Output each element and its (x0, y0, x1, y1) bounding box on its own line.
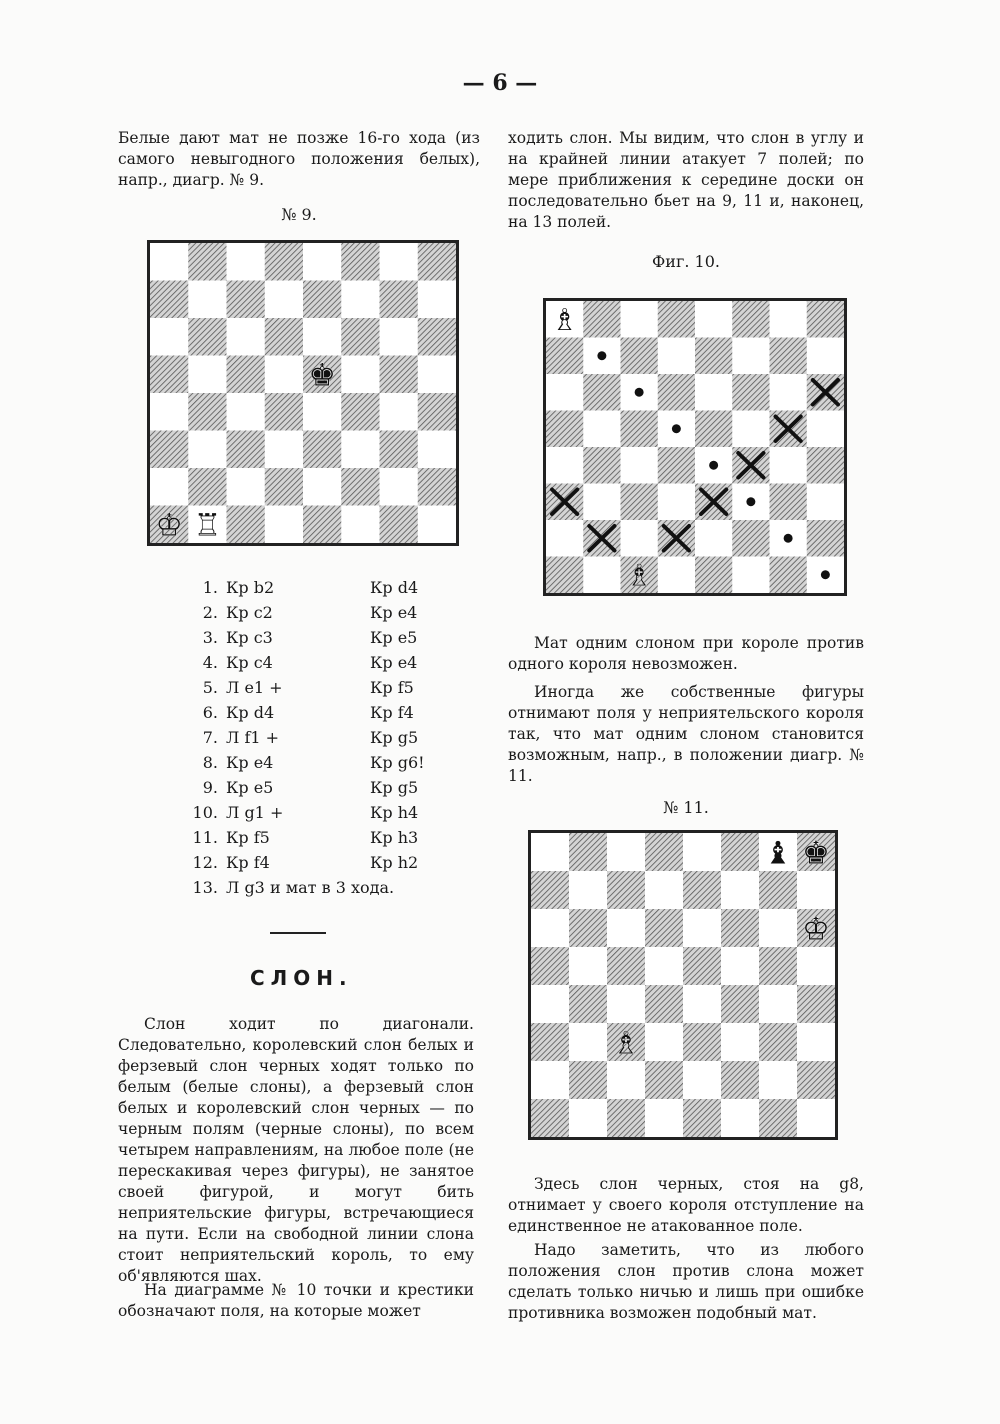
white-move: Л e1 + (226, 678, 283, 697)
dark-square (303, 431, 341, 469)
dark-square (807, 301, 844, 338)
figure-10-label: Фиг. 10. (652, 252, 720, 271)
dark-square (645, 1061, 683, 1099)
dark-square (759, 871, 797, 909)
dark-square (227, 431, 265, 469)
dark-square (807, 520, 844, 557)
dark-square (770, 338, 807, 375)
white-move: Кр f4 (226, 853, 270, 872)
move-number: 9. (202, 778, 218, 797)
white-move: Кр e4 (226, 753, 274, 772)
white-king-icon: ♔ (802, 911, 830, 948)
dark-square (658, 301, 695, 338)
white-king-icon: ♔ (155, 507, 183, 543)
dark-square (721, 1061, 759, 1099)
dark-square (732, 374, 769, 411)
move-number: 8. (202, 753, 218, 772)
dark-square (759, 1023, 797, 1061)
move-number: 4. (202, 653, 218, 672)
dark-square (265, 468, 303, 506)
dark-square (683, 871, 721, 909)
dark-square (380, 356, 418, 394)
diagram-11-label: № 11. (663, 798, 709, 817)
dark-square (418, 468, 456, 506)
black-move: Кр h4 (370, 803, 419, 822)
dark-square (531, 1023, 569, 1061)
move-number: 11. (192, 828, 218, 847)
dark-square (621, 484, 658, 521)
dark-square (607, 947, 645, 985)
white-move: Л f1 + (226, 728, 280, 747)
diagram-9-label: № 9. (281, 205, 317, 224)
dark-square (380, 506, 418, 544)
dark-square (607, 1099, 645, 1137)
dark-square (797, 1061, 835, 1099)
page-number: — 6 — (462, 70, 538, 96)
dark-square (380, 431, 418, 469)
dark-square (721, 909, 759, 947)
dark-square (658, 447, 695, 484)
dark-square (721, 985, 759, 1023)
dark-square (531, 947, 569, 985)
bishop-g8-paragraph: Здесь слон черных, стоя на g8, отнимает у своего короля отступление на единственное не атакованное поле. (508, 1175, 864, 1235)
dark-square (341, 318, 379, 356)
dark-square (341, 243, 379, 281)
mate-impossible-paragraph: Мат одним слоном при короле против одного короля невозможен. (508, 634, 864, 673)
black-move: Кр f5 (370, 678, 414, 697)
dark-square (303, 506, 341, 544)
dark-square (645, 833, 683, 871)
diagram-11-svg (531, 833, 835, 1137)
black-move: Кр e5 (370, 628, 418, 647)
dark-square (531, 871, 569, 909)
dark-square (188, 243, 226, 281)
dark-square (341, 393, 379, 431)
dark-square (695, 338, 732, 375)
black-king-icon: ♚ (308, 357, 336, 394)
black-move: Кр g5 (370, 728, 419, 747)
dark-square (188, 468, 226, 506)
dark-square (418, 318, 456, 356)
black-move: Кр h2 (370, 853, 419, 872)
move-number: 3. (202, 628, 218, 647)
white-bishop-icon: ♗ (625, 558, 653, 593)
white-move: Кр c2 (226, 603, 273, 622)
dark-square (380, 281, 418, 319)
white-rook-icon: ♖ (193, 507, 222, 543)
move-number: 13. (192, 878, 218, 897)
dark-square (546, 411, 583, 448)
dark-square (759, 1099, 797, 1137)
bishop-paragraph: Слон ходит по диагонали. Следовательно, королевский слон белых и ферзевый слон черных ходят только по белым (белые слоны), а ферзевый слон белых и королевский слон черных — по черным полям (черные слоны), по всем четырем направлениям, на любое поле (не перескакивая через фигуры), не занятое своей фигурой, и могут бить неприятельские фигуры, встречающиеся на пути. Если на свободной линии слона стоит неприятельский король, то ему об'являются шах. (118, 1015, 474, 1285)
move-number: 2. (202, 603, 218, 622)
dark-square (695, 557, 732, 594)
dark-square (621, 411, 658, 448)
draw-note-paragraph: Надо заметить, что из любого положения слон против слона может сделать только ничью и лишь при ошибке противника возможен подобный мат. (508, 1241, 864, 1322)
dark-square (418, 393, 456, 431)
black-king-icon: ♚ (802, 835, 830, 872)
dark-square (683, 1099, 721, 1137)
diagram-9-svg (150, 243, 456, 543)
dark-square (645, 909, 683, 947)
dark-square (683, 947, 721, 985)
attack-dot (784, 534, 793, 543)
dark-square (807, 447, 844, 484)
black-move: Кр g6! (370, 753, 425, 772)
white-move: Кр c3 (226, 628, 273, 647)
attack-dot (709, 461, 718, 470)
white-move: Л g3 и мат в 3 хода. (226, 878, 395, 897)
dark-square (569, 1061, 607, 1099)
dark-square (732, 301, 769, 338)
dark-square (150, 356, 188, 394)
dark-square (227, 506, 265, 544)
dark-square (759, 947, 797, 985)
dark-square (621, 338, 658, 375)
dark-square (150, 431, 188, 469)
dark-square (546, 557, 583, 594)
attack-dot (635, 388, 644, 397)
black-move: Кр f4 (370, 703, 414, 722)
own-pieces-paragraph: Иногда же собственные фигуры отнимают поля у неприятельского короля так, что мат одним слоном становится возможным, напр., в положении диагр. № 11. (508, 683, 864, 785)
move-number: 12. (192, 853, 218, 872)
dark-square (265, 318, 303, 356)
dark-square (546, 338, 583, 375)
black-move: Кр d4 (370, 578, 419, 597)
diagram-9-board (147, 240, 459, 546)
dark-square (797, 985, 835, 1023)
move-number: 5. (202, 678, 218, 697)
dark-square (569, 833, 607, 871)
figure-10-svg (546, 301, 844, 593)
white-bishop-icon: ♗ (551, 303, 579, 339)
dark-square (531, 1099, 569, 1137)
black-move: Кр e4 (370, 603, 418, 622)
intro-paragraph: Белые дают мат не позже 16-го хода (из самого невыгодного положения белых), напр., диагр. № 9. (118, 129, 480, 189)
dark-square (770, 484, 807, 521)
white-move: Кр c4 (226, 653, 273, 672)
black-move: Кр e4 (370, 653, 418, 672)
dark-square (683, 1023, 721, 1061)
section-heading: СЛОН. (250, 966, 353, 990)
dark-square (341, 468, 379, 506)
dark-square (265, 243, 303, 281)
dark-square (227, 281, 265, 319)
diagram-11-board (528, 830, 838, 1140)
white-bishop-icon: ♗ (612, 1025, 640, 1062)
dark-square (188, 318, 226, 356)
move-number: 1. (202, 578, 218, 597)
dark-square (583, 301, 620, 338)
section-divider (270, 932, 326, 934)
dark-square (583, 447, 620, 484)
move-number: 10. (192, 803, 218, 822)
dark-square (721, 833, 759, 871)
black-bishop-icon: ♝ (764, 835, 792, 872)
white-move: Кр d4 (226, 703, 275, 722)
dark-square (227, 356, 265, 394)
dark-square (695, 411, 732, 448)
dark-square (303, 281, 341, 319)
dark-square (583, 374, 620, 411)
figure-10-board (543, 298, 847, 596)
diagram-10-note: На диаграмме № 10 точки и крестики обозначают поля, на которые может (118, 1281, 474, 1320)
dark-square (770, 557, 807, 594)
dark-square (188, 393, 226, 431)
white-move: Кр b2 (226, 578, 275, 597)
dark-square (265, 393, 303, 431)
moves-list (190, 578, 490, 908)
white-move: Кр f5 (226, 828, 270, 847)
white-move: Кр e5 (226, 778, 274, 797)
move-number: 7. (202, 728, 218, 747)
white-move: Л g1 + (226, 803, 284, 822)
attack-dot (672, 424, 681, 433)
black-move: Кр h3 (370, 828, 419, 847)
dark-square (150, 281, 188, 319)
dark-square (607, 871, 645, 909)
attack-dot (597, 351, 606, 360)
move-number: 6. (202, 703, 218, 722)
dark-square (658, 374, 695, 411)
bishop-continued: ходить слон. Мы видим, что слон в углу и на крайней линии атакует 7 полей; по мере приближения к середине доски он последовательно бьет на 9, 11 и, наконец, на 13 полей. (508, 129, 864, 231)
dark-square (418, 243, 456, 281)
dark-square (569, 985, 607, 1023)
dark-square (732, 520, 769, 557)
attack-dot (746, 497, 755, 506)
attack-dot (821, 570, 830, 579)
black-move: Кр g5 (370, 778, 419, 797)
dark-square (569, 909, 607, 947)
dark-square (645, 985, 683, 1023)
